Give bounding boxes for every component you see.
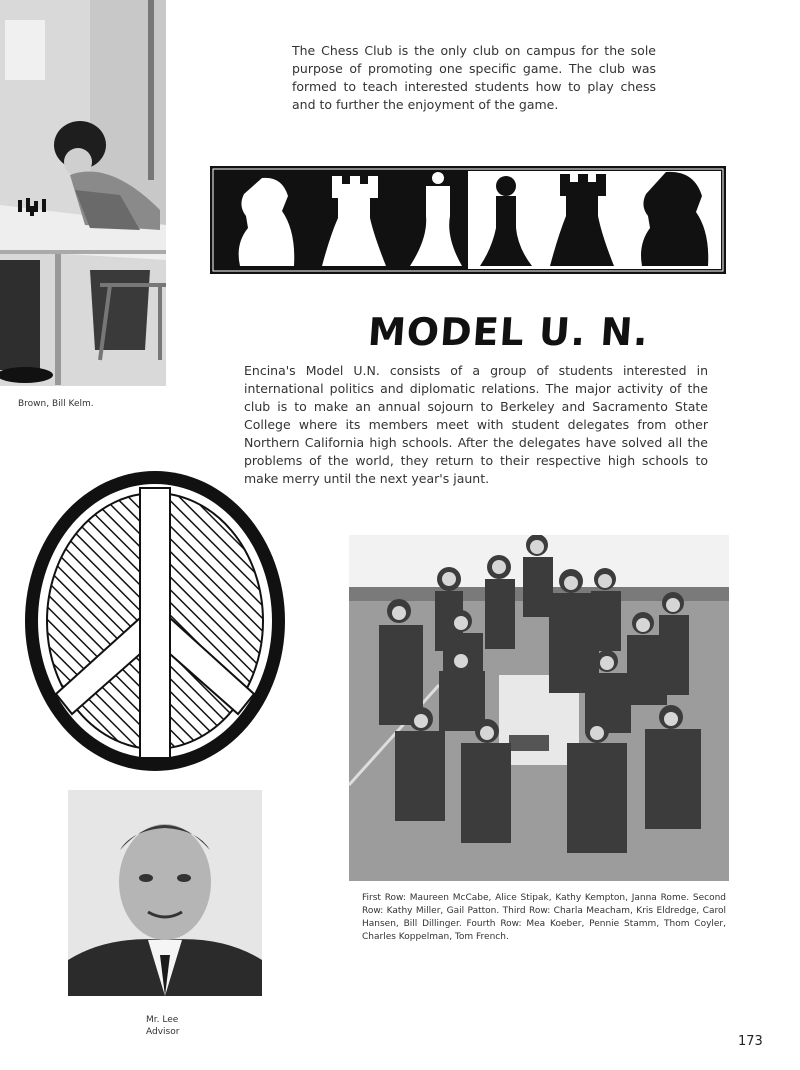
advisor-portrait bbox=[68, 790, 262, 996]
peace-sign-drawing bbox=[22, 468, 288, 774]
model-un-heading: MODEL U. N. bbox=[366, 310, 651, 354]
chess-photo-caption: Brown, Bill Kelm. bbox=[18, 399, 94, 409]
chess-player-illustration bbox=[0, 0, 166, 386]
advisor-name: Mr. Lee bbox=[146, 1015, 179, 1025]
model-un-paragraph: Encina's Model U.N. consists of a group of students interested in international politics and diplomatic relations. The major activity of the club is to make an annual sojourn to Berkeley and Sacramento State College where its members meet with student delegates from other Northern California high schools. After the delegates have solved all the problems of the world, they return to their respective high schools to make merry until the next year's jaunt. bbox=[244, 363, 708, 486]
chess-club-photo bbox=[0, 0, 166, 386]
group-photo-caption: First Row: Maureen McCabe, Alice Stipak, Kathy Kempton, Janna Rome. Second Row: Kathy Miller, Gail Patton. Third Row: Charla Meacham, Kris Eldredge, Carol Hansen, Bill Dillinger. Fourth Row: Mea Koeber, Pennie Stamm, Thom Coyler, Charles Koppelman, Tom French. bbox=[362, 893, 726, 942]
advisor-title: Advisor bbox=[146, 1027, 180, 1037]
chess-club-paragraph: The Chess Club is the only club on campus for the sole purpose of promoting one specific game. The club was formed to teach interested students how to play chess and to further the enjoyment of the game. bbox=[292, 43, 656, 112]
chess-pieces-banner bbox=[210, 166, 726, 274]
page-number: 173 bbox=[738, 1034, 763, 1049]
model-un-group-photo bbox=[349, 535, 729, 881]
